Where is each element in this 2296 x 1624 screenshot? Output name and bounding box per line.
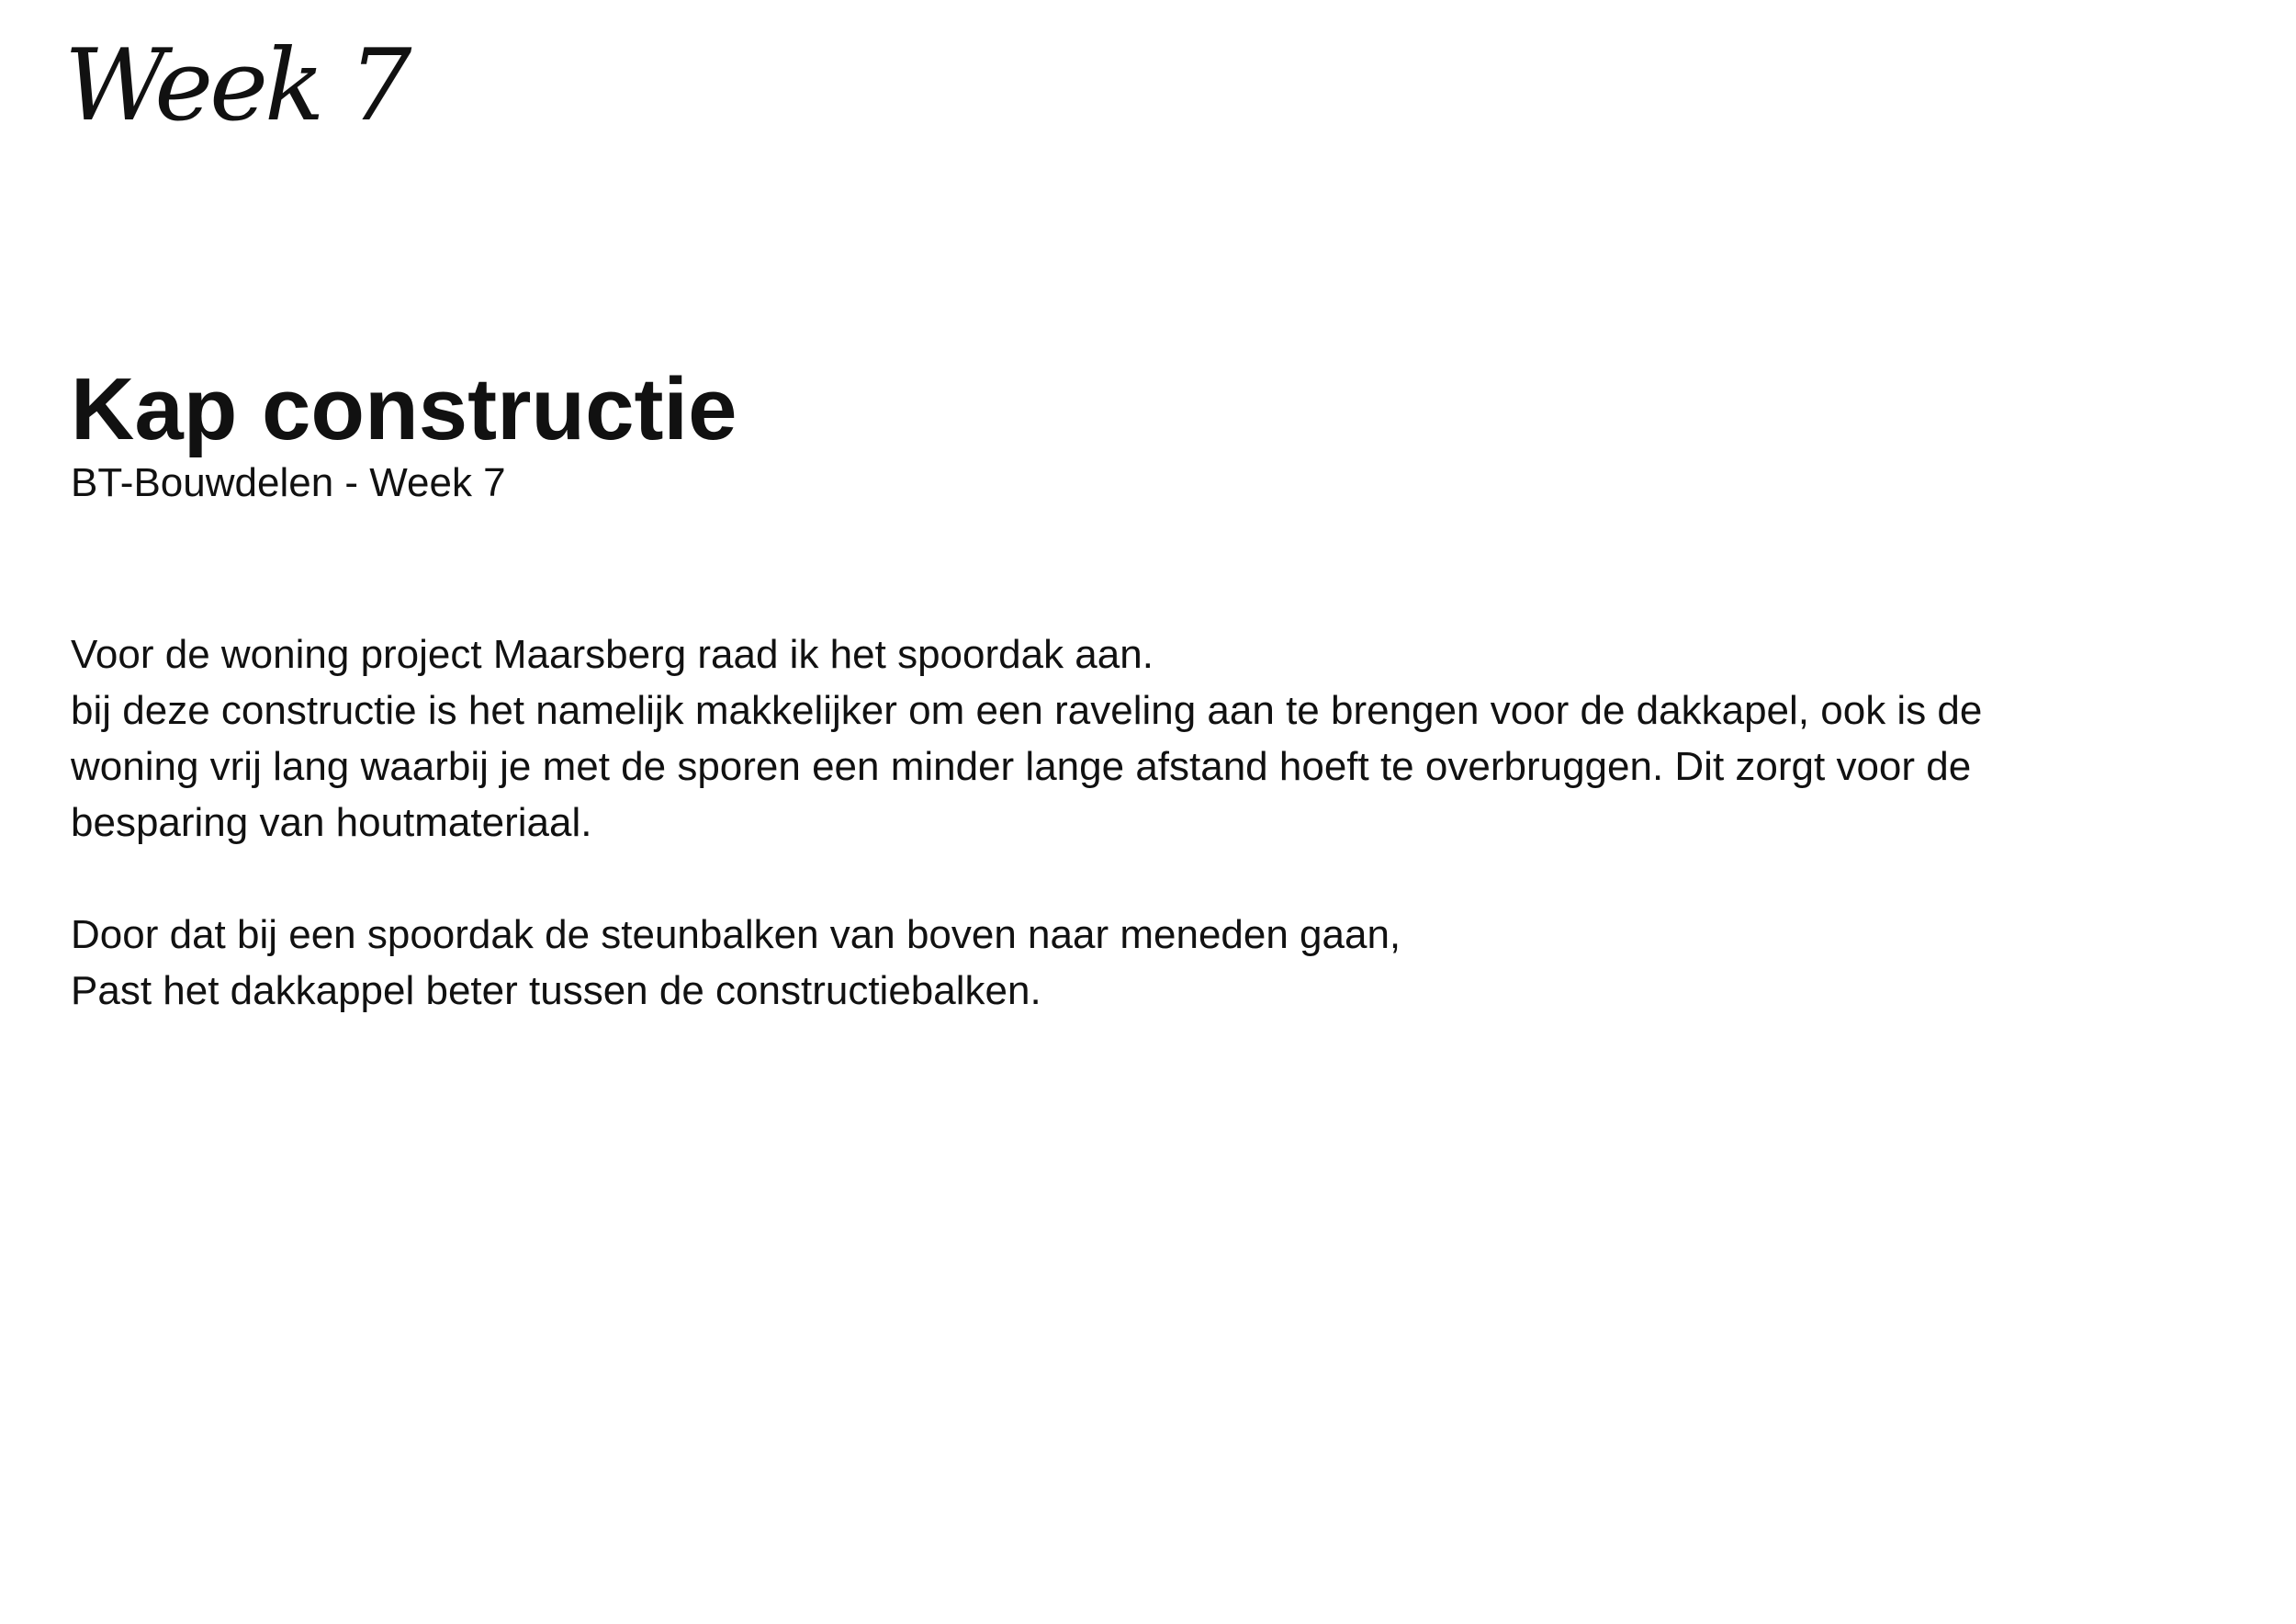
- paragraph-recommendation: [71, 626, 2229, 851]
- paragraph-explanation: [71, 907, 2229, 1019]
- week-heading: Week 7: [64, 28, 409, 143]
- page-title: Kap constructie: [71, 360, 737, 458]
- text-line: Door dat bij een spoordak de steunbalken van boven naar meneden gaan,: [71, 912, 1401, 957]
- text-line: woning vrij lang waarbij je met de sporen een minder lange afstand hoeft te overbruggen. Dit zorgt voor de: [71, 744, 1972, 789]
- text-line: besparing van houtmateriaal.: [71, 800, 592, 845]
- page-subtitle: BT-Bouwdelen - Week 7: [71, 460, 506, 505]
- text-line: Past het dakkappel beter tussen de constructiebalken.: [71, 968, 1041, 1013]
- body-text: [71, 626, 2229, 1019]
- text-line: Voor de woning project Maarsberg raad ik het spoordak aan.: [71, 632, 1154, 677]
- text-line: bij deze constructie is het namelijk makkelijker om een raveling aan te brengen voor de dakkapel, ook is de: [71, 688, 1983, 733]
